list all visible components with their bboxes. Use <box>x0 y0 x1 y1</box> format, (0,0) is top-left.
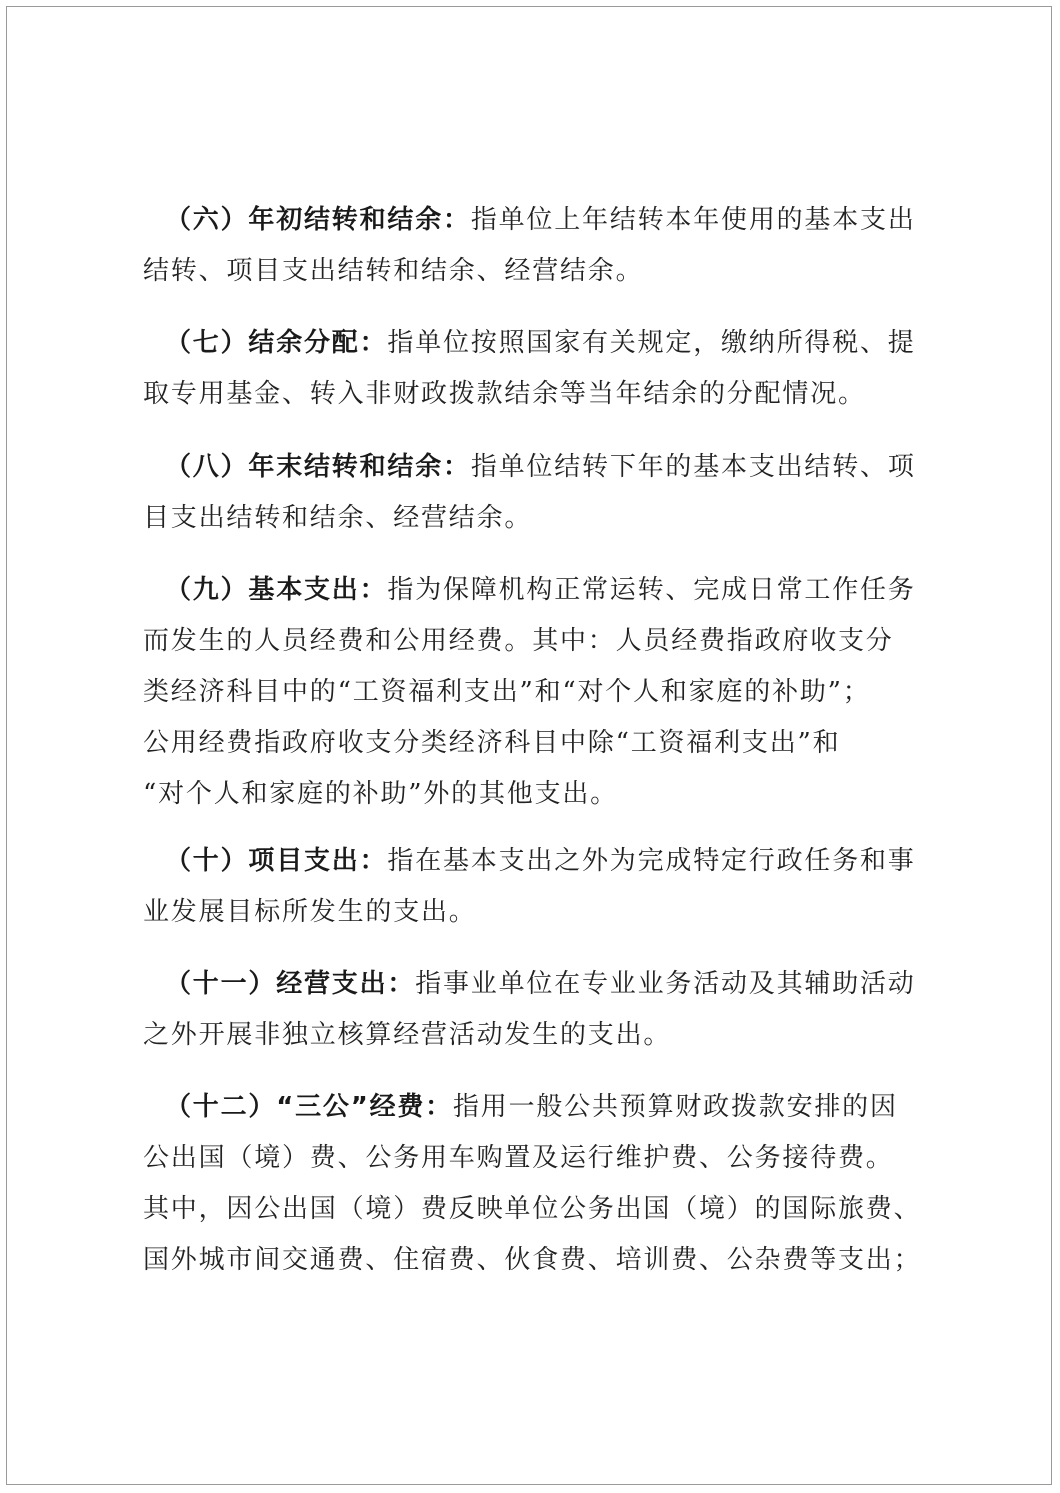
paragraph-line: 业发展目标所发生的支出。 <box>143 897 477 927</box>
paragraph-line <box>165 326 916 360</box>
term-heading: （十一）经营支出： <box>165 969 416 999</box>
paragraph-text: 指在基本支出之外为完成特定行政任务和事 <box>387 846 916 876</box>
paragraph-line <box>165 844 916 878</box>
term-heading: （十）项目支出： <box>165 846 388 876</box>
paragraph-line: “对个人和家庭的补助”外的其他支出。 <box>143 779 618 809</box>
paragraph-line <box>165 450 916 484</box>
paragraph-text: 指事业单位在专业业务活动及其辅助活动 <box>415 969 916 999</box>
paragraph-line: 结转、项目支出结转和结余、经营结余。 <box>143 256 644 286</box>
term-heading: （六）年初结转和结余： <box>165 205 471 235</box>
term-heading: （十二）“三公”经费： <box>165 1092 453 1122</box>
paragraph-text: 指为保障机构正常运转、完成日常工作任务 <box>387 575 916 605</box>
paragraph-line: 目支出结转和结余、经营结余。 <box>143 503 533 533</box>
paragraph-line <box>165 1090 898 1124</box>
paragraph-line <box>165 573 916 607</box>
paragraph-line: 之外开展非独立核算经营活动发生的支出。 <box>143 1020 672 1050</box>
paragraph-line: 而发生的人员经费和公用经费。其中：人员经费指政府收支分 <box>143 626 894 656</box>
paragraph-text: 指单位按照国家有关规定，缴纳所得税、提 <box>387 328 916 358</box>
paragraph-line: 公出国（境）费、公务用车购置及运行维护费、公务接待费。 <box>143 1143 894 1173</box>
paragraph-line <box>165 967 916 1001</box>
paragraph-line: 其中，因公出国（境）费反映单位公务出国（境）的国际旅费、 <box>143 1194 922 1224</box>
paragraph-line: 类经济科目中的“工资福利支出”和“对个人和家庭的补助”； <box>143 677 871 707</box>
paragraph-text: 指用一般公共预算财政拨款安排的因 <box>452 1092 898 1122</box>
paragraph-text: 指单位结转下年的基本支出结转、项 <box>470 452 916 482</box>
term-heading: （九）基本支出： <box>165 575 388 605</box>
paragraph-line: 国外城市间交通费、住宿费、伙食费、培训费、公杂费等支出； <box>143 1245 922 1275</box>
paragraph-line: 公用经费指政府收支分类经济科目中除“工资福利支出”和 <box>143 728 841 758</box>
paragraph-text: 指单位上年结转本年使用的基本支出 <box>470 205 916 235</box>
term-heading: （八）年末结转和结余： <box>165 452 471 482</box>
term-heading: （七）结余分配： <box>165 328 388 358</box>
paragraph-line <box>165 203 916 237</box>
paragraph-line: 取专用基金、转入非财政拨款结余等当年结余的分配情况。 <box>143 379 866 409</box>
